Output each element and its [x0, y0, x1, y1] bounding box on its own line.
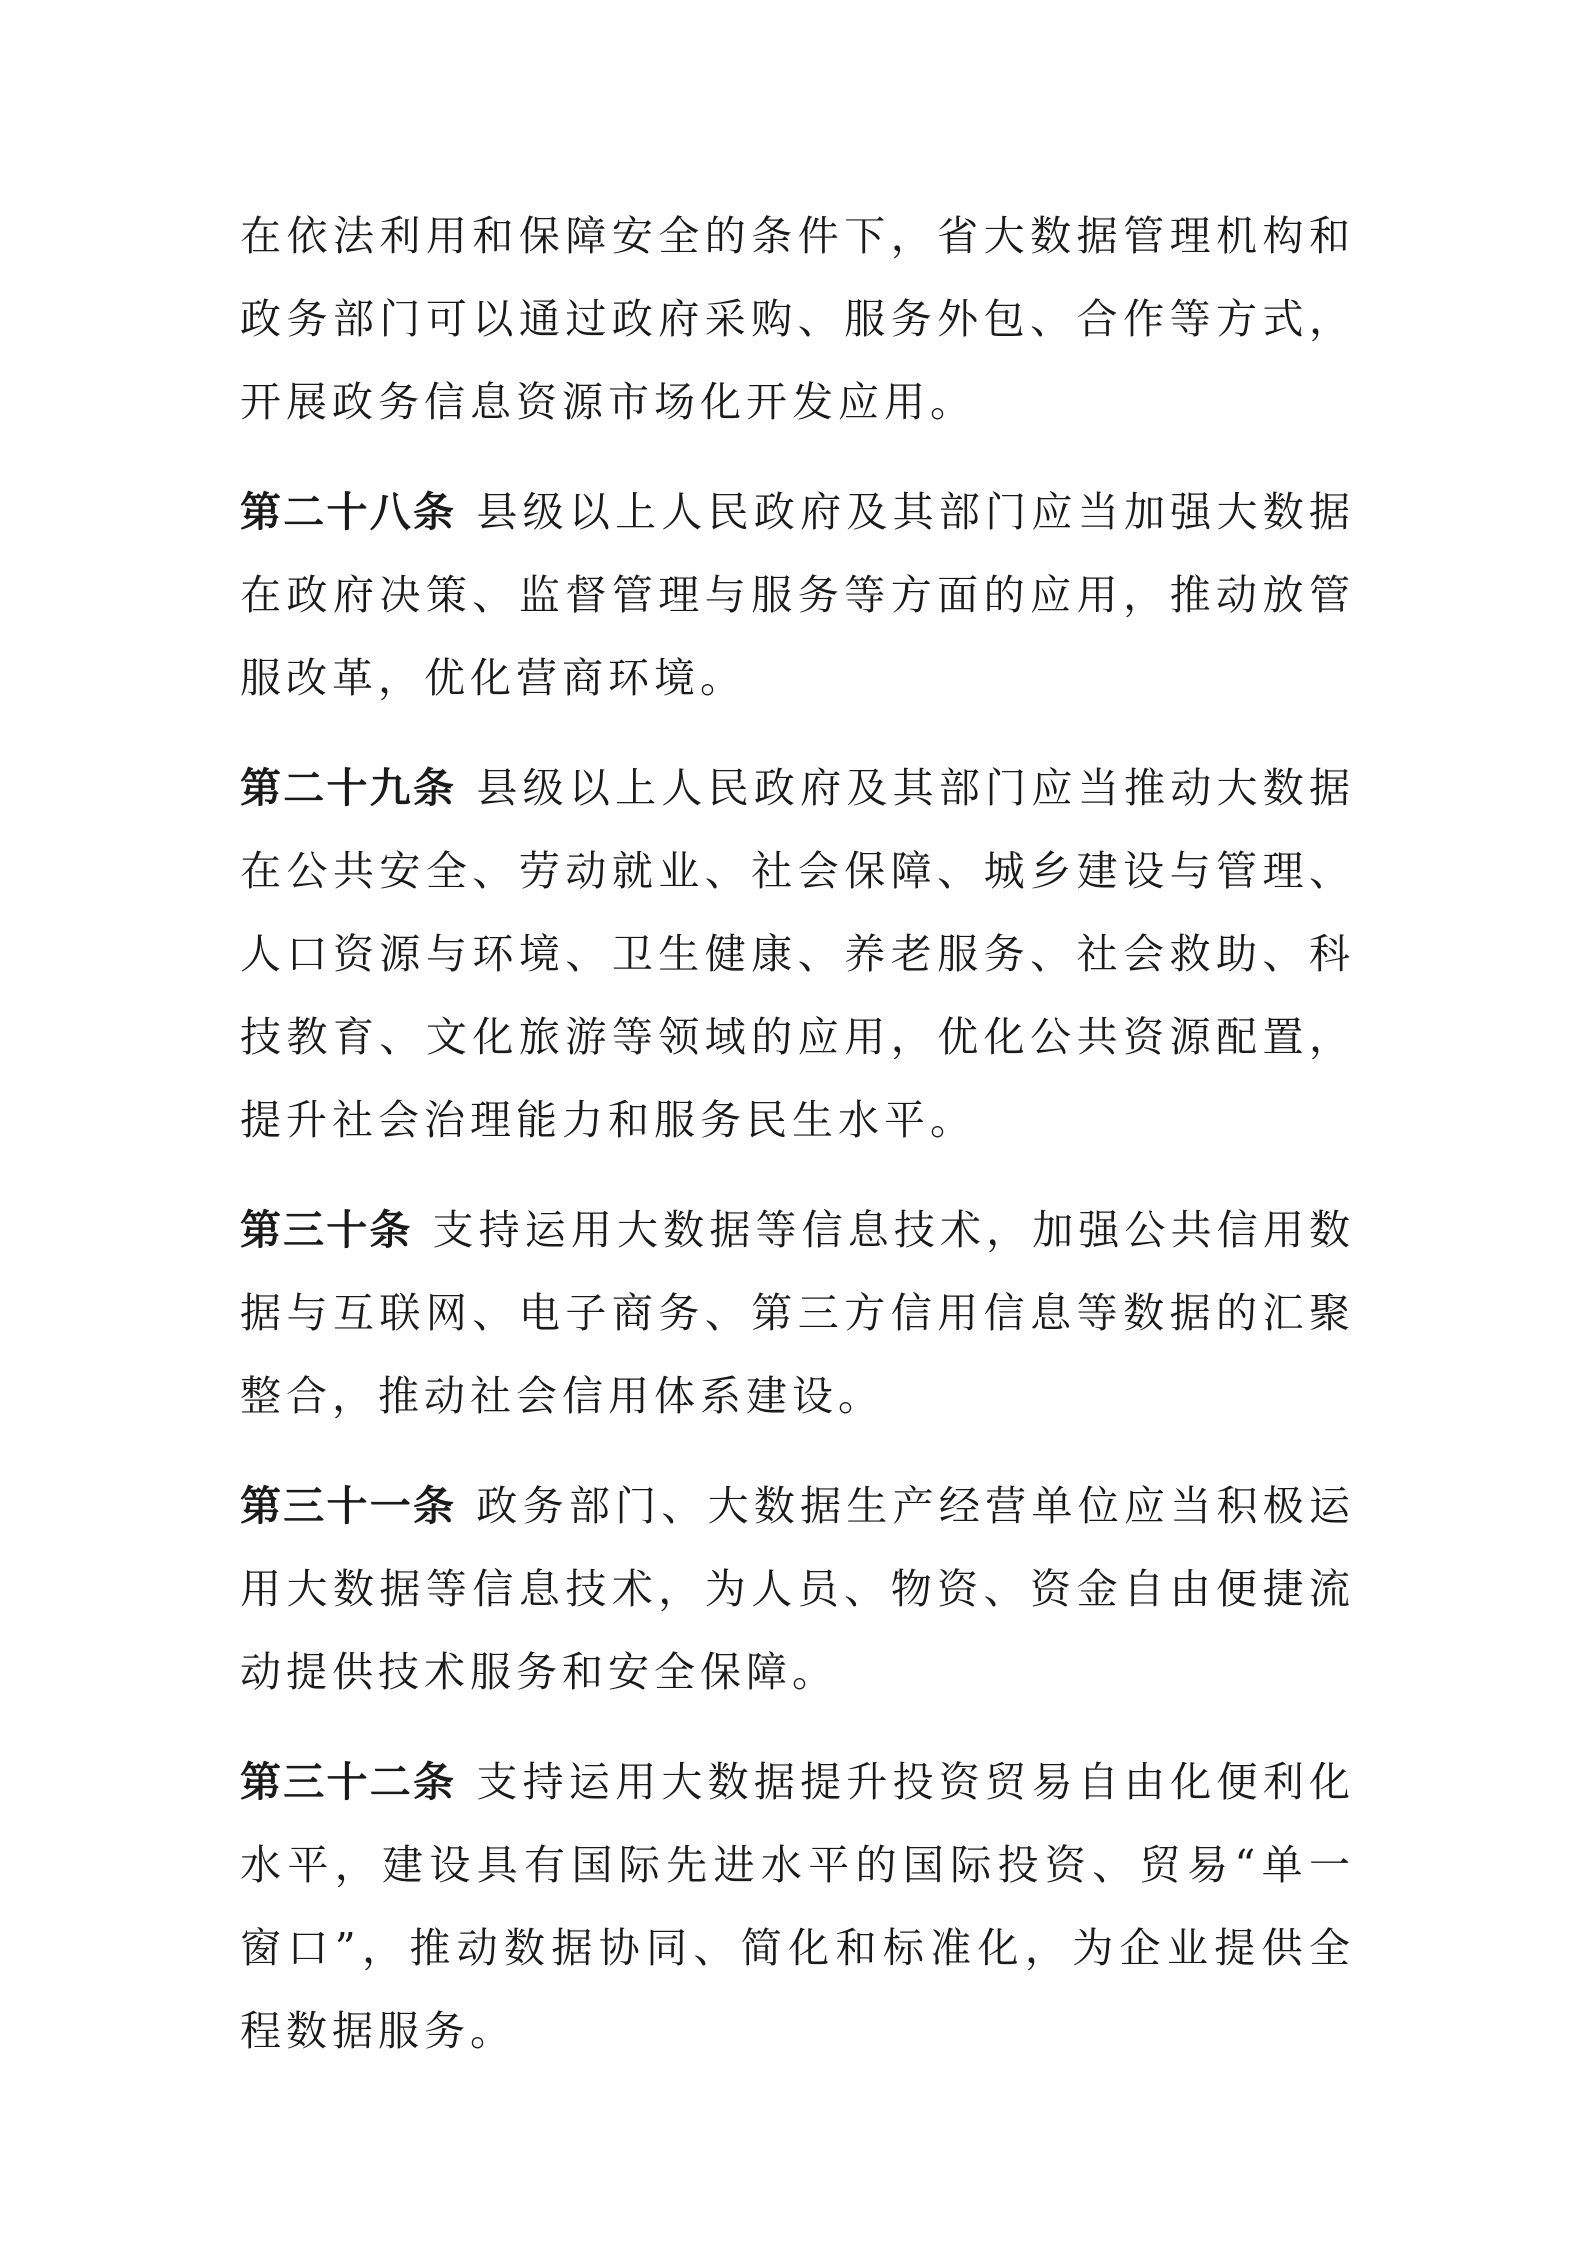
article-32	[240, 1741, 1355, 2073]
article-text: 支持运用大数据等信息技术，加强公共信用数据与互联网、电子商务、第三方信用信息等数据的汇聚整合，推动社会信用体系建设。	[240, 1206, 1356, 1420]
document-body	[240, 195, 1355, 2100]
article-text: 支持运用大数据提升投资贸易自由化便利化水平，建设具有国际先进水平的国际投资、贸易“单一窗口”，推动数据协同、简化和标准化，为企业提供全程数据服务。	[240, 1758, 1356, 2055]
article-number: 第三十二条	[240, 1758, 457, 1806]
article-31	[240, 1465, 1355, 1714]
article-number: 第三十一条	[240, 1482, 457, 1530]
article-number: 第二十九条	[240, 764, 457, 812]
paragraph-continuation	[240, 195, 1355, 444]
article-text: 县级以上人民政府及其部门应当加强大数据在政府决策、监督管理与服务等方面的应用，推动放管服改革，优化营商环境。	[240, 488, 1356, 702]
article-28	[240, 471, 1355, 720]
article-text: 县级以上人民政府及其部门应当推动大数据在公共安全、劳动就业、社会保障、城乡建设与管理、人口资源与环境、卫生健康、养老服务、社会救助、科技教育、文化旅游等领域的应用，优化公共资源配置，提升社会治理能力和服务民生水平。	[240, 764, 1356, 1144]
article-30	[240, 1189, 1355, 1438]
article-text: 政务部门、大数据生产经营单位应当积极运用大数据等信息技术，为人员、物资、资金自由便捷流动提供技术服务和安全保障。	[240, 1482, 1356, 1696]
article-number: 第三十条	[240, 1206, 413, 1254]
article-number: 第二十八条	[240, 488, 457, 536]
article-29	[240, 747, 1355, 1162]
paragraph-text: 在依法利用和保障安全的条件下，省大数据管理机构和政务部门可以通过政府采购、服务外包、合作等方式，开展政务信息资源市场化开发应用。	[240, 212, 1355, 426]
